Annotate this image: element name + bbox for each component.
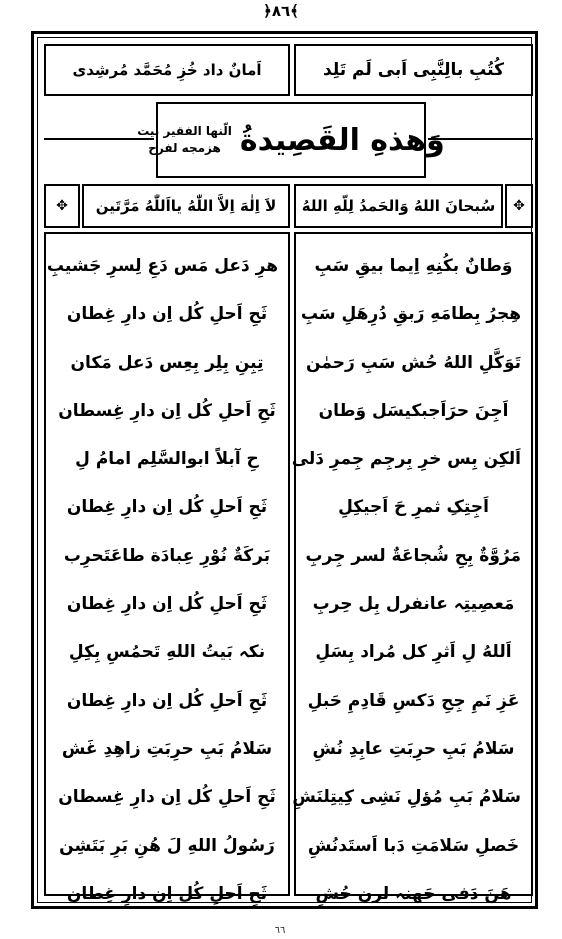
band-ornament-right: ✥	[505, 184, 533, 228]
verse-line: هَنَ دَفی حَهنہ لرن حُشِ	[315, 883, 512, 904]
verse-line: ثَحِ اَحلِ کُل اِن دارِ غِسطان	[58, 787, 276, 808]
band-right-text: سُبحانَ اللهُ وَالحَمدُ لِلّهِ اللهُ	[301, 197, 496, 215]
verse-line: هِجرُ بِطامَهِ رَبقِ دُرِهَلِ سَبِ	[300, 304, 521, 325]
verse-line: ثَحِ اَحلِ کُل اِن دارِ غِطان	[66, 304, 268, 325]
verses-right-list	[291, 234, 531, 918]
title-sub	[137, 123, 232, 157]
frame-inner-border	[37, 37, 532, 903]
verse-line: رَسُولُ اللهِ لَ هُنِ بَرِ بَتَشِن	[59, 835, 275, 856]
title-sub-line2: هزمجه لفرح	[148, 141, 221, 155]
verse-line: اَجِتِکِ ثمرِ حَ اَجیکِلِ	[338, 497, 489, 518]
verse-line: ثَحِ اَحلِ کُل اِن دارِ غِطان	[66, 690, 268, 711]
title-box	[137, 102, 445, 178]
verse-line: مَرُوَّةٌ بِحِ شُجاعَةٌ لسر جِربِ	[305, 545, 521, 566]
band-right-box	[294, 184, 503, 228]
verse-line: مَعصِیتِہ عانفرل بِل حِربِ	[312, 594, 515, 615]
header-left-text: اَمانٌ داد خُزِ مُحَمَّد مُرشِدی	[72, 61, 262, 79]
header-right-text: کُتُبِ بالِنَّبِی اَبی لَم تَلِد	[323, 60, 504, 80]
verse-line: سَلامُ بَبِ حرِبَتِ عابِدِ نُشِ	[312, 738, 515, 759]
band-left-text: لاَ اِلٰهَ اِلاَّ اللّٰهُ یااَللّٰهُ مَرَّتَین	[95, 197, 277, 215]
verse-line: نکہ بَیتُ اللهِ تَحمُسِ بِکِلِ	[68, 642, 266, 663]
verse-line: هرِ دَعل مَس دَعِ لِسرِ جَشیبِ	[46, 256, 278, 276]
page-frame	[31, 31, 538, 909]
verse-line: بَرکَةٌ نُوْرِ عِبادَة طاعَتَحرِب	[63, 545, 271, 566]
verse-line: تِبِنِ بِلِر بِعِس دَعل مَکان	[70, 352, 264, 373]
header-right-box	[294, 44, 533, 96]
verses-left-list	[46, 234, 288, 918]
verse-line: اَللهُ لِ اَثرِ کل مُراد بِسَلِ	[315, 642, 512, 663]
verse-line: ثَحِ اَحلِ کُل اِن دارِ غِطان	[66, 594, 268, 615]
footer-text: ٦٦	[274, 925, 286, 936]
verse-line: سَلامُ بَبِ مُؤلِ نَشِی کِیتِلنَشِ	[292, 787, 521, 808]
verse-line: سَلامُ بَبِ حرِبَتِ زاهِدِ غَش	[61, 738, 273, 759]
verse-line: حِ آبلاً ابوالسَّلِم امامُ لِ	[75, 449, 259, 470]
verse-line: ثَحِ اَحلِ کُل اِن دارِ غِسطان	[58, 400, 276, 421]
page-number: ﴿٨٦﴾	[263, 2, 299, 20]
title-sub-line1: الّنها الفقیر بیت	[137, 124, 232, 138]
verses-right-column	[291, 232, 533, 904]
verse-line: اَجِنَ حرَاَجبکیسَل وَطان	[318, 400, 509, 421]
verse-line: عَزِ نَمِ جِحِ دَکسِ قَادِمِ حَبلِ	[307, 690, 520, 711]
band-ornament-left: ✥	[44, 184, 80, 228]
header-left-box	[44, 44, 290, 96]
verse-line: ثَحِ اَحلِ کُل اِن دارِ غِطان	[66, 883, 268, 904]
verse-line: خَصلِ سَلامَتِ دَبا اَستَدنُشِ	[307, 835, 520, 856]
verses-left-column	[44, 232, 290, 904]
title-main: وَهذهِ القَصِيدةُ	[239, 122, 445, 158]
band-left-box	[82, 184, 290, 228]
verse-line: تَوَکَّلِ اللهُ حُش سَبِ رَحمٰن	[306, 352, 521, 373]
verse-line: ثَحِ اَحلِ کُل اِن دارِ غِطان	[66, 497, 268, 518]
verse-line: اَلکِن بِس خرِ بِرجِم جِمرِ دَلی	[291, 449, 521, 470]
verse-line: وَطانٌ بکُنِهِ اِیما بیقِ سَبِ	[314, 256, 513, 276]
